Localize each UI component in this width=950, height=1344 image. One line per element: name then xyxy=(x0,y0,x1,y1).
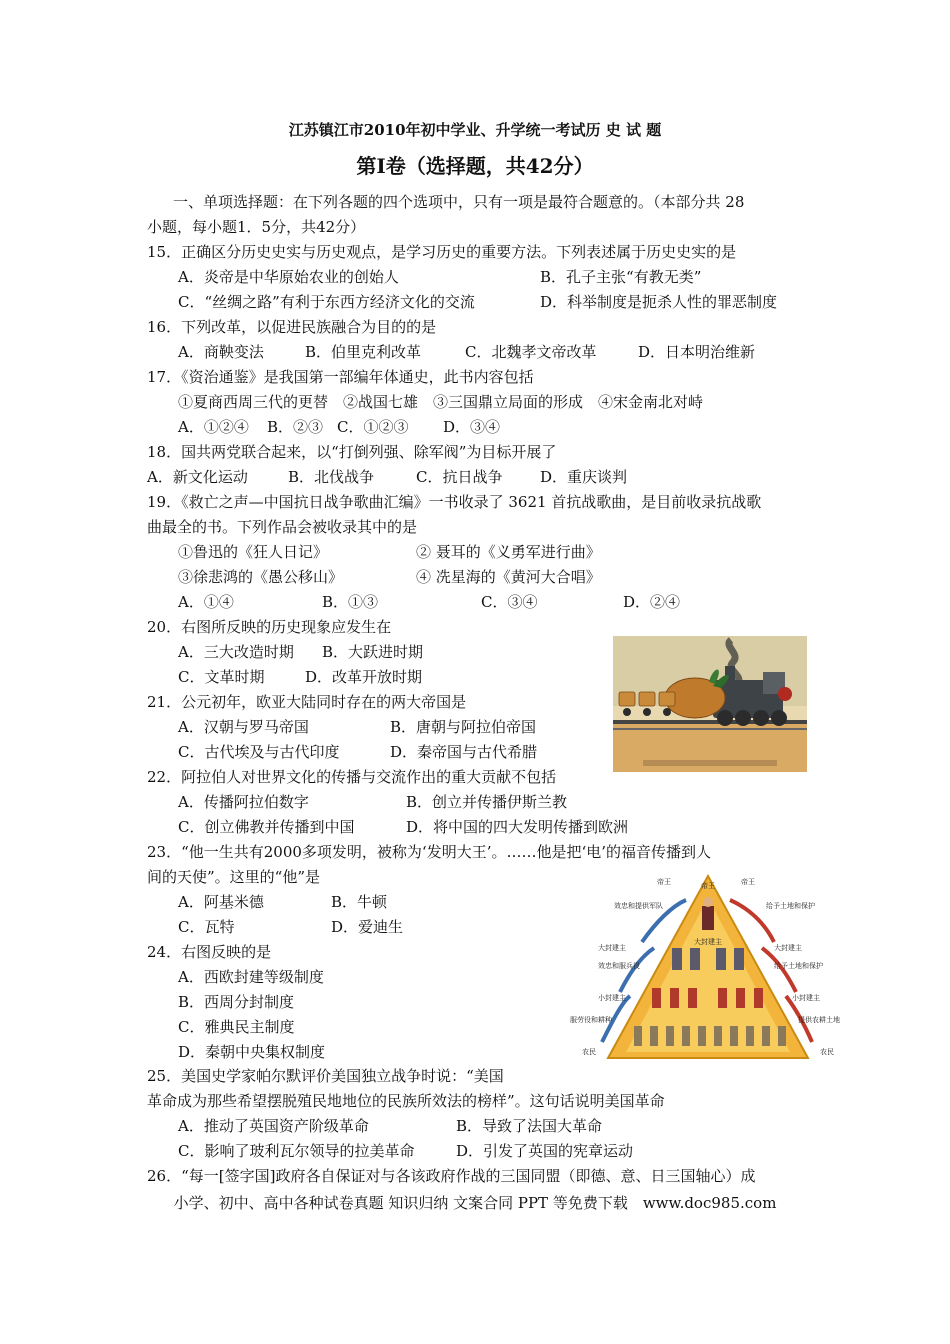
q18-option-a: A．新文化运动 xyxy=(147,468,248,486)
q22-option-c: C．创立佛教并传播到中国 xyxy=(178,818,355,836)
q19-item-2: ② 聂耳的《义勇军进行曲》 xyxy=(416,543,601,561)
q16-stem: 16．下列改革，以促进民族融合为目的的是 xyxy=(147,318,437,336)
intro-line-2: 小题，每小题1．5分，共42分） xyxy=(147,218,366,236)
intro-line-1: 一、单项选择题：在下列各题的四个选项中，只有一项是最符合题意的。（本部分共 28 xyxy=(173,193,745,211)
pyramid-label-r2: 给予土地和保护 xyxy=(774,962,823,970)
q26-stem: 26．“每一[签字国]政府各自保证对与各该政府作战的三国同盟（即德、意、日三国轴心）成 xyxy=(147,1167,756,1185)
q15-option-a: A．炎帝是中华原始农业的创始人 xyxy=(178,268,399,286)
q22-option-a: A．传播阿拉伯数字 xyxy=(178,793,309,811)
q21-option-b: B．唐朝与阿拉伯帝国 xyxy=(390,718,537,736)
q24-option-c: C．雅典民主制度 xyxy=(178,1018,295,1036)
q18-option-c: C．抗日战争 xyxy=(416,468,503,486)
pyramid-label-r1: 给予土地和保护 xyxy=(766,902,815,910)
q15-stem: 15．正确区分历史史实与历史观点，是学习历史的重要方法。下列表述属于历史史实的是 xyxy=(147,243,737,261)
q23-stem-2: 间的天使”。这里的“他”是 xyxy=(147,868,321,886)
footer: 小学、初中、高中各种试卷真题 知识归纳 文案合同 PPT 等免费下载 www.doc985.com xyxy=(173,1194,777,1212)
q16-option-a: A．商鞅变法 xyxy=(178,343,264,361)
pyramid-label-king-top: 帝王 xyxy=(701,882,715,890)
q23-option-c: C．瓦特 xyxy=(178,918,235,936)
q24-option-a: A．西欧封建等级制度 xyxy=(178,968,324,986)
q20-option-d: D．改革开放时期 xyxy=(305,668,423,686)
q19-stem-2: 曲最全的书。下列作品会被收录其中的是 xyxy=(147,518,418,536)
q18-option-d: D．重庆谈判 xyxy=(540,468,628,486)
q22-stem: 22．阿拉伯人对世界文化的传播与交流作出的重大贡献不包括 xyxy=(147,768,557,786)
king-figure xyxy=(702,897,714,930)
q20-option-a: A．三大改造时期 xyxy=(178,643,294,661)
pyramid-label-l1: 效忠和提供军队 xyxy=(614,902,663,910)
q20-option-c: C．文革时期 xyxy=(178,668,265,686)
pyramid-label-l2: 效忠和服兵役 xyxy=(598,962,640,970)
q18-option-b: B．北伐战争 xyxy=(288,468,375,486)
q19-item-4: ④ 冼星海的《黄河大合唱》 xyxy=(416,568,601,586)
q19-stem-1: 19．《救亡之声—中国抗日战争歌曲汇编》一书收录了 3621 首抗战歌曲，是目前收录抗战歌 xyxy=(147,493,762,511)
q16-option-d: D．日本明治维新 xyxy=(638,343,756,361)
q17-option-c: C．①②③ xyxy=(337,418,409,436)
q25-stem-2: 革命成为那些希望摆脱殖民地地位的民族所效法的榜样”。这句话说明美国革命 xyxy=(147,1092,665,1110)
q19-item-1: ①鲁迅的《狂人日记》 xyxy=(178,543,329,561)
q21-option-d: D．秦帝国与古代希腊 xyxy=(390,743,538,761)
q21-stem: 21．公元初年，欧亚大陆同时存在的两大帝国是 xyxy=(147,693,467,711)
q17-option-a: A．①②④ xyxy=(178,418,249,436)
q23-option-b: B．牛顿 xyxy=(331,893,388,911)
q16-option-c: C．北魏孝文帝改革 xyxy=(465,343,597,361)
pyramid-label-small-right: 小封建主 xyxy=(792,994,820,1002)
train-poster-image xyxy=(613,636,807,772)
q15-option-d: D．科举制度是扼杀人性的罪恶制度 xyxy=(540,293,778,311)
q18-stem: 18．国共两党联合起来，以“打倒列强、除军阀”为目标开展了 xyxy=(147,443,557,461)
pyramid-label-r3: 提供农耕土地 xyxy=(798,1016,840,1024)
q20-option-b: B．大跃进时期 xyxy=(322,643,424,661)
q19-option-b: B．①③ xyxy=(322,593,379,611)
q15-option-c: C．“丝绸之路”有利于东西方经济文化的交流 xyxy=(178,293,475,311)
q17-items: ①夏商西周三代的更替 ②战国七雄 ③三国鼎立局面的形成 ④宋金南北对峙 xyxy=(178,393,704,411)
q19-option-c: C．③④ xyxy=(481,593,538,611)
q15-option-b: B．孔子主张“有教无类” xyxy=(540,268,702,286)
q22-option-d: D．将中国的四大发明传播到欧洲 xyxy=(406,818,629,836)
q21-option-c: C．古代埃及与古代印度 xyxy=(178,743,340,761)
pyramid-label-lord-center: 大封建主 xyxy=(694,938,722,946)
q23-option-d: D．爱迪生 xyxy=(331,918,404,936)
q19-option-a: A．①④ xyxy=(178,593,234,611)
q21-option-a: A．汉朝与罗马帝国 xyxy=(178,718,309,736)
q17-stem: 17．《资治通鉴》是我国第一部编年体通史，此书内容包括 xyxy=(147,368,534,386)
q24-option-d: D．秦朝中央集权制度 xyxy=(178,1043,326,1061)
pyramid-label-lord-left: 大封建主 xyxy=(598,944,626,952)
q25-stem-1: 25．美国史学家帕尔默评价美国独立战争时说：“美国 xyxy=(147,1067,504,1085)
section-title: 第Ⅰ卷（选择题，共42分） xyxy=(356,154,594,178)
q19-option-d: D．②④ xyxy=(623,593,681,611)
q25-option-d: D．引发了英国的宪章运动 xyxy=(456,1142,634,1160)
q23-option-a: A．阿基米德 xyxy=(178,893,264,911)
q25-option-b: B．导致了法国大革命 xyxy=(456,1117,603,1135)
pyramid-label-king-left: 帝王 xyxy=(657,878,671,886)
q23-stem-1: 23．“他一生共有2000多项发明，被称为‘发明大王’。……他是把‘电’的福音传播到人 xyxy=(147,843,712,861)
q25-option-a: A．推动了英国资产阶级革命 xyxy=(178,1117,369,1135)
q19-item-3: ③徐悲鸿的《愚公移山》 xyxy=(178,568,344,586)
q22-option-b: B．创立并传播伊斯兰教 xyxy=(406,793,568,811)
pyramid-label-small-left: 小封建主 xyxy=(598,994,626,1002)
q16-option-b: B．伯里克利改革 xyxy=(305,343,422,361)
q17-option-d: D．③④ xyxy=(443,418,501,436)
page-title: 江苏镇江市2010年初中学业、升学统一考试历 史 试 题 xyxy=(288,121,662,139)
pyramid-label-lord-right: 大封建主 xyxy=(774,944,802,952)
feudal-pyramid-diagram xyxy=(568,872,848,1062)
pyramid-label-peasant-left: 农民 xyxy=(582,1048,596,1056)
pyramid-label-l3: 服劳役和耕种 xyxy=(570,1016,612,1024)
q25-option-c: C．影响了玻利瓦尔领导的拉美革命 xyxy=(178,1142,415,1160)
q20-stem: 20．右图所反映的历史现象应发生在 xyxy=(147,618,392,636)
pyramid-label-peasant-right: 农民 xyxy=(820,1048,834,1056)
pyramid-label-king-right: 帝王 xyxy=(741,878,755,886)
q24-stem: 24．右图反映的是 xyxy=(147,943,272,961)
q24-option-b: B．西周分封制度 xyxy=(178,993,295,1011)
q17-option-b: B．②③ xyxy=(267,418,324,436)
